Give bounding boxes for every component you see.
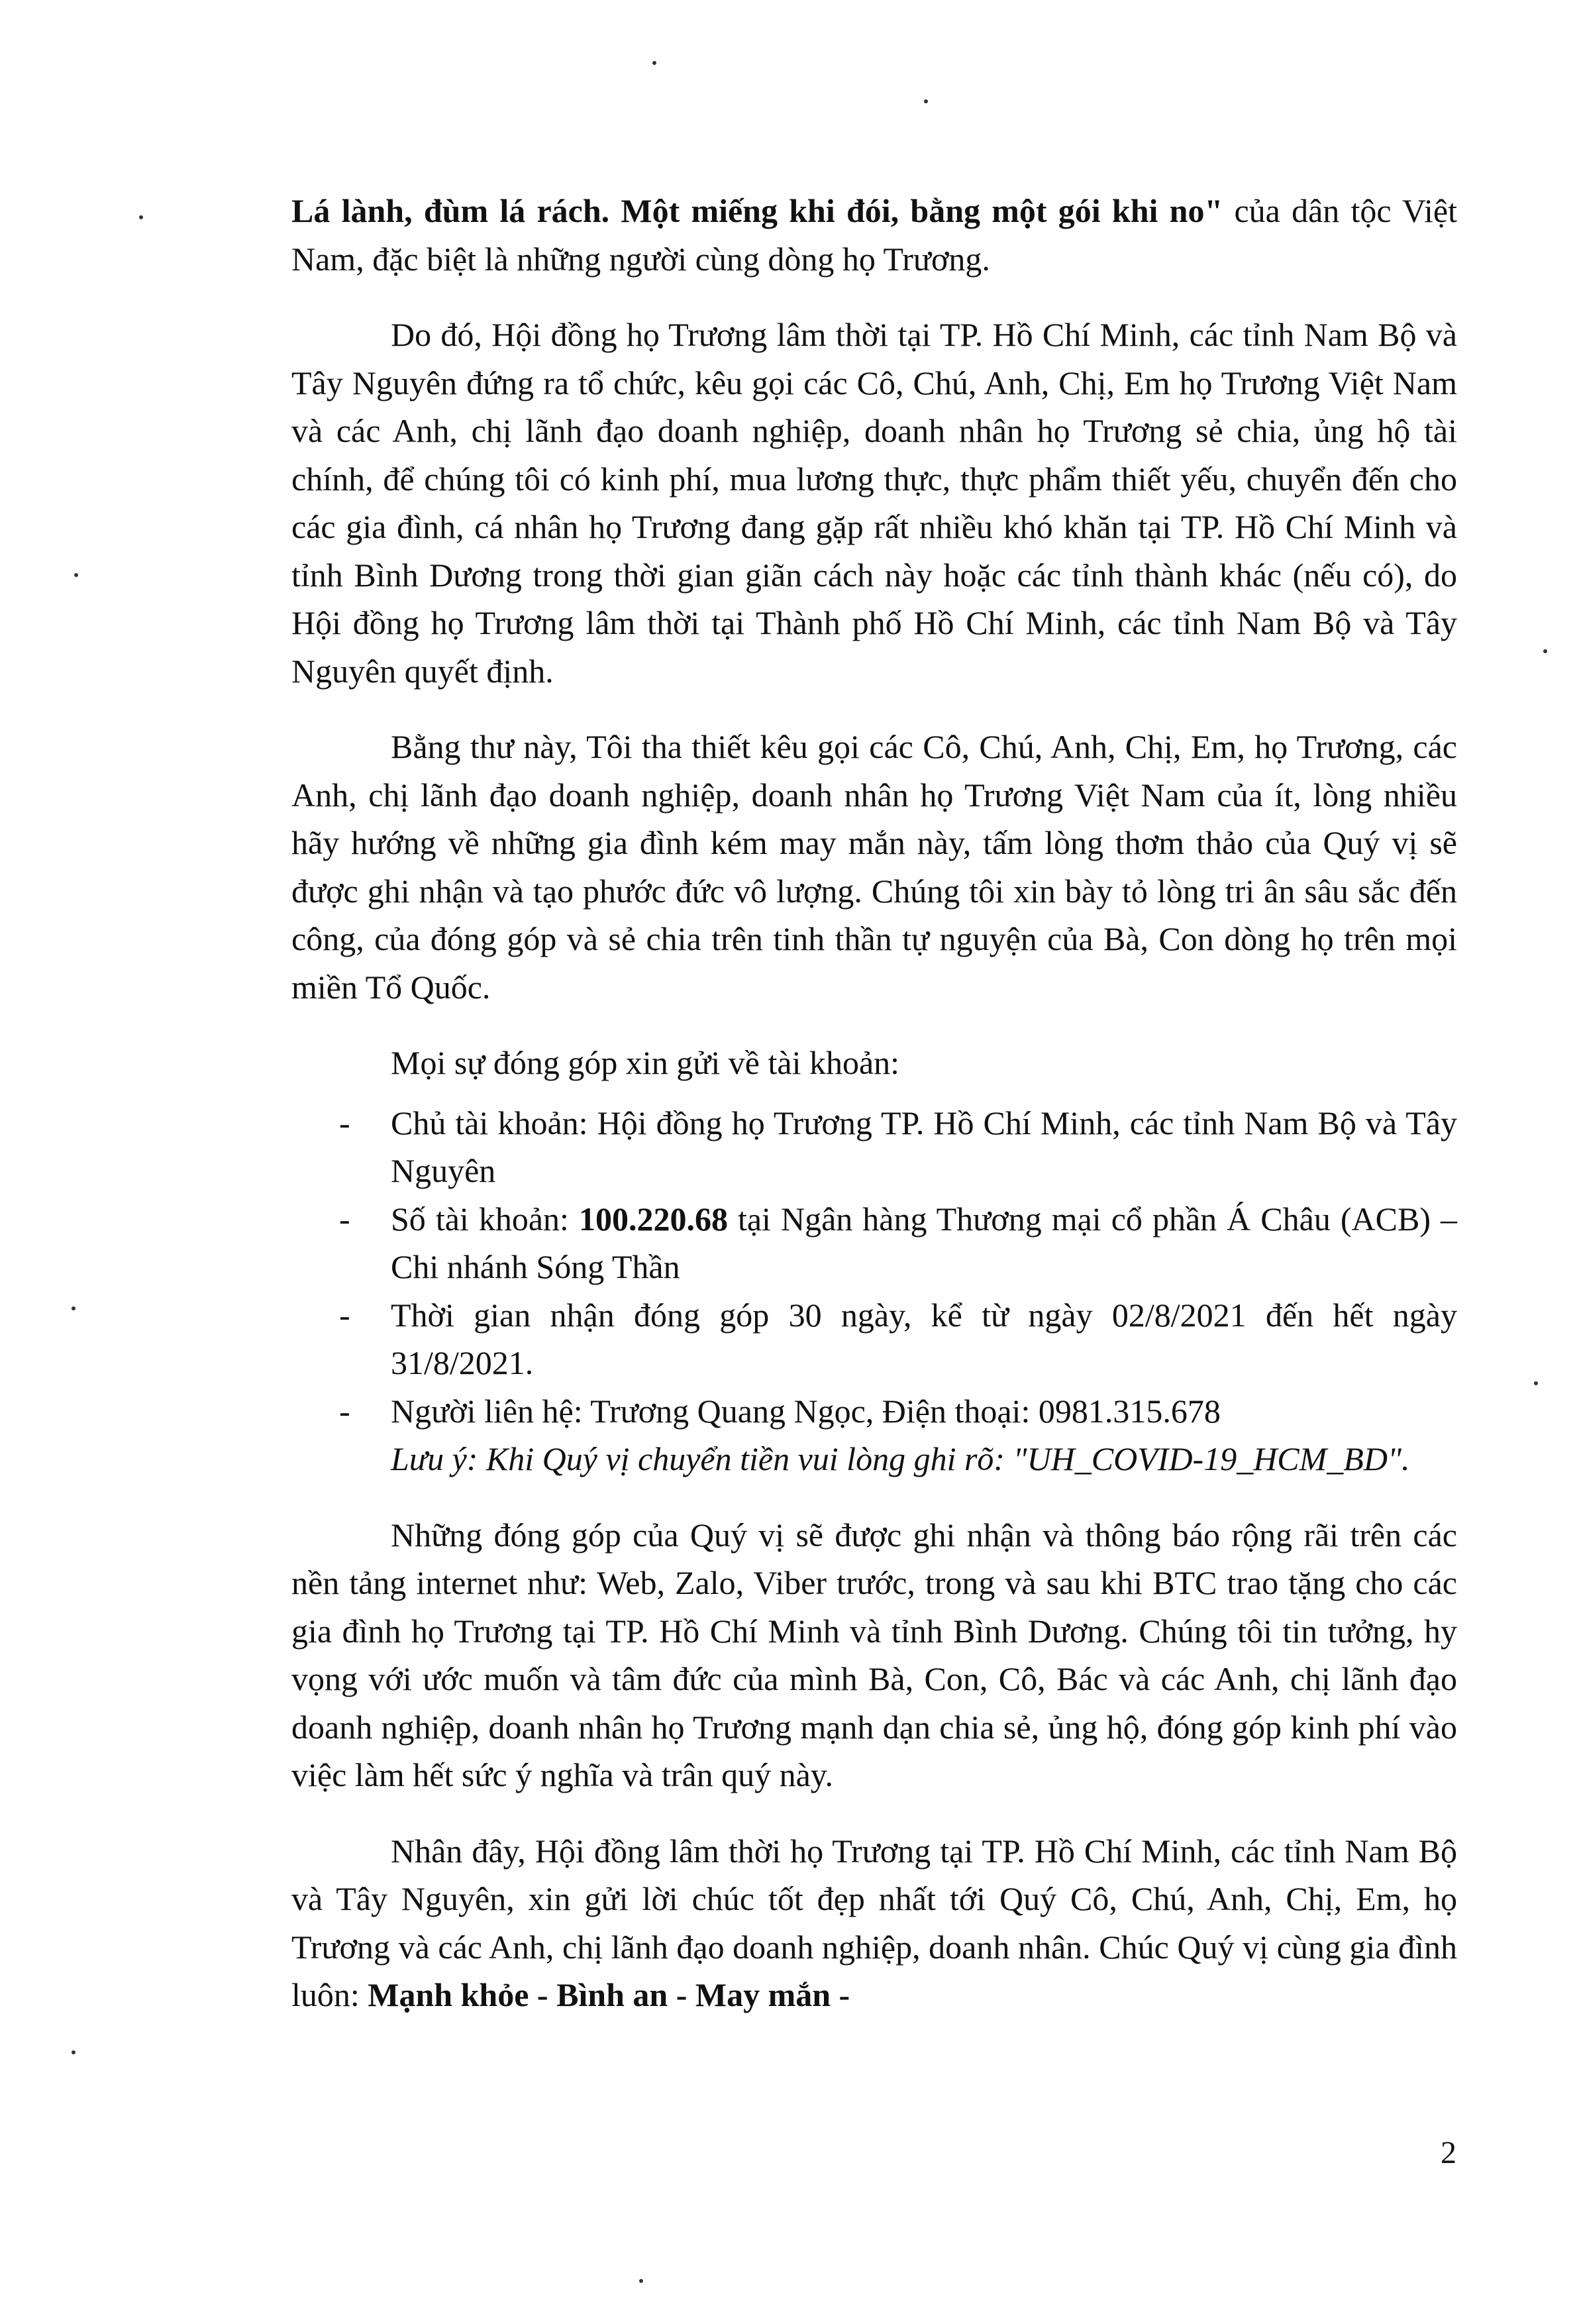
paragraph-5 bbox=[291, 1827, 1457, 2019]
list-item-period: - Thời gian nhận đóng góp 30 ngày, kể từ ngày 02/8/2021 đến hết ngày 31/8/2021. bbox=[291, 1291, 1457, 1387]
paragraph-0-rest: của dân tộc Việt Nam, đặc biệt là những người cùng dòng họ Trương. bbox=[291, 192, 1457, 278]
scan-speck bbox=[72, 2050, 76, 2054]
bank-name: tại Ngân hàng Thương mại cổ phần Á Châu (ACB) – Chi nhánh Sóng Thần bbox=[391, 1200, 1457, 1285]
paragraph-5-text: Nhân đây, Hội đồng lâm thời họ Trương tại TP. Hồ Chí Minh, các tỉnh Nam Bộ và Tây Nguyên, xin gửi lời chúc tốt đẹp nhất tới Quý Cô, Chú, Anh, Chị, Em, họ Trương và các Anh, chị lãnh đạo doanh nghiệp, doanh nhân. Chúc Quý vị cùng gia đình luôn: bbox=[291, 1832, 1457, 2013]
scan-speck bbox=[72, 1306, 76, 1310]
wishes-bold-text: Mạnh khỏe - Bình an - May mắn - bbox=[368, 1976, 850, 2013]
paragraph-0 bbox=[291, 187, 1457, 283]
transfer-note: Lưu ý: Khi Quý vị chuyển tiền vui lòng ghi rõ: "UH_COVID-19_HCM_BD". bbox=[391, 1440, 1410, 1477]
proverb-bold-text: Lá lành, đùm lá rách. Một miếng khi đói, bằng một gói khi no" bbox=[291, 192, 1223, 229]
scan-speck bbox=[139, 215, 143, 219]
paragraph-4: Những đóng góp của Quý vị sẽ được ghi nhận và thông báo rộng rãi trên các nền tảng internet như: Web, Zalo, Viber trước, trong và sau khi BTC trao tặng cho các gia đình họ Trương tại TP. Hồ Chí Minh và tỉnh Bình Dương. Chúng tôi tin tưởng, hy vọng với ước muốn và tâm đức của mình Bà, Con, Cô, Bác và các Anh, chị lãnh đạo doanh nghiệp, doanh nhân họ Trương mạnh dạn chia sẻ, ủng hộ, đóng góp kinh phí vào việc làm hết sức ý nghĩa và trân quý này. bbox=[291, 1516, 1457, 1793]
scan-speck bbox=[639, 2279, 643, 2283]
letter-body bbox=[291, 187, 1457, 2019]
scan-speck bbox=[924, 99, 928, 103]
page-number: 2 bbox=[1441, 2135, 1456, 2170]
scan-speck bbox=[1543, 649, 1547, 653]
account-number-label: Số tài khoản: bbox=[391, 1200, 579, 1238]
paragraph-1: Do đó, Hội đồng họ Trương lâm thời tại TP. Hồ Chí Minh, các tỉnh Nam Bộ và Tây Nguyên đứng ra tổ chức, kêu gọi các Cô, Chú, Anh, Chị, Em họ Trương Việt Nam và các Anh, chị lãnh đạo doanh nghiệp, doanh nhân họ Trương sẻ chia, ủng hộ tài chính, để chúng tôi có kinh phí, mua lương thực, thực phẩm thiết yếu, chuyển đến cho các gia đình, cá nhân họ Trương đang gặp rất nhiều khó khăn tại TP. Hồ Chí Minh và tỉnh Bình Dương trong thời gian giãn cách này hoặc các tỉnh thành khác (nếu có), do Hội đồng họ Trương lâm thời tại Thành phố Hồ Chí Minh, các tỉnh Nam Bộ và Tây Nguyên quyết định. bbox=[291, 316, 1457, 690]
scan-speck bbox=[74, 573, 78, 577]
scan-speck bbox=[652, 61, 656, 65]
scan-speck bbox=[1534, 1381, 1538, 1385]
list-item-contact: - Người liên hệ: Trương Quang Ngọc, Điện thoại: 0981.315.678 bbox=[291, 1387, 1457, 1436]
list-item-account-holder: - Chủ tài khoản: Hội đồng họ Trương TP. Hồ Chí Minh, các tỉnh Nam Bộ và Tây Nguyên bbox=[291, 1099, 1457, 1195]
list-item-account-number bbox=[291, 1195, 1457, 1291]
paragraph-3: Mọi sự đóng góp xin gửi về tài khoản: bbox=[391, 1044, 900, 1081]
account-number: 100.220.68 bbox=[578, 1200, 728, 1238]
paragraph-2: Bằng thư này, Tôi tha thiết kêu gọi các Cô, Chú, Anh, Chị, Em, họ Trương, các Anh, chị lãnh đạo doanh nghiệp, doanh nhân họ Trương Việt Nam của ít, lòng nhiều hãy hướng về những gia đình kém may mắn này, tấm lòng thơm thảo của Quý vị sẽ được ghi nhận và tạo phước đức vô lượng. Chúng tôi xin bày tỏ lòng tri ân sâu sắc đến công, của đóng góp và sẻ chia trên tinh thần tự nguyện của Bà, Con dòng họ trên mọi miền Tổ Quốc. bbox=[291, 728, 1457, 1006]
account-info-list bbox=[291, 1099, 1457, 1436]
